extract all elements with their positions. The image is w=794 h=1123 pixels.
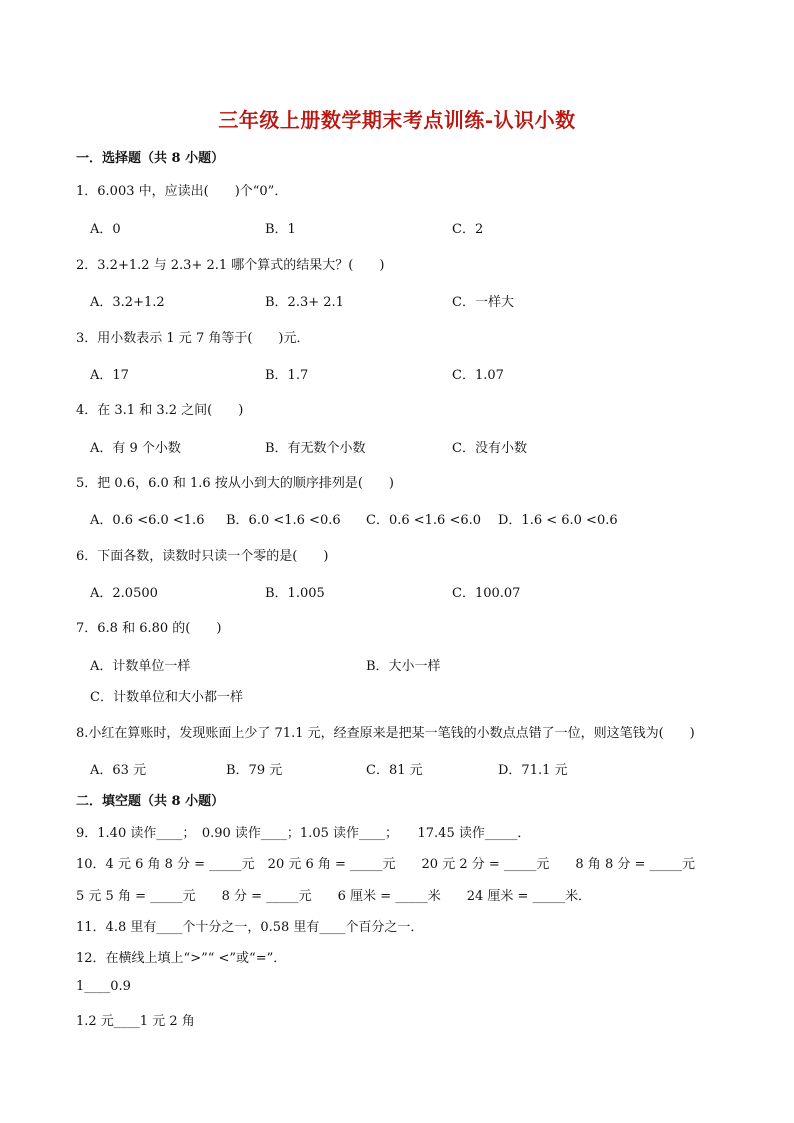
q5-option-d: D．1.6 < 6.0 <0.6 xyxy=(498,513,618,528)
question-5: 5．把 0.6，6.0 和 1.6 按从小到大的顺序排列是( ) xyxy=(76,476,394,491)
question-8: 8.小红在算账时，发现账面上少了 71.1 元，经查原来是把某一笔钱的小数点点错了一位，则这笔钱为( ) xyxy=(76,726,695,741)
q4-option-c: C．没有小数 xyxy=(452,441,527,456)
question-12-item-2: 1.2 元____1 元 2 角 xyxy=(76,1014,195,1029)
q6-option-a: A．2.0500 xyxy=(90,586,158,601)
q5-option-c: C．0.6 <1.6 <6.0 xyxy=(366,513,482,528)
section-heading-choice: 一．选择题（共 8 小题） xyxy=(76,151,225,166)
q3-option-c: C．1.07 xyxy=(452,368,504,383)
q5-option-a: A．0.6 <6.0 <1.6 xyxy=(90,513,205,528)
q1-option-a: A．0 xyxy=(90,222,121,237)
question-10-line-1: 10．4 元 6 角 8 分 = _____元 20 元 6 角 = _____元 20 元 2 分 = _____元 8 角 8 分 = _____元 xyxy=(76,857,696,872)
q7-option-c: C．计数单位和大小都一样 xyxy=(90,690,243,705)
q2-option-b: B．2.3+ 2.1 xyxy=(265,295,344,310)
page-title: 三年级上册数学期末考点训练-认识小数 xyxy=(218,108,576,132)
question-2: 2．3.2+1.2 与 2.3+ 2.1 哪个算式的结果大？( ) xyxy=(76,258,385,273)
q6-option-c: C．100.07 xyxy=(452,586,521,601)
q7-option-a: A．计数单位一样 xyxy=(90,659,191,674)
question-12-item-1: 1____0.9 xyxy=(76,979,131,994)
q2-option-a: A．3.2+1.2 xyxy=(90,295,165,310)
question-3: 3．用小数表示 1 元 7 角等于( )元． xyxy=(76,331,310,346)
q3-option-b: B．1.7 xyxy=(265,368,309,383)
question-12: 12．在横线上填上“>”“ <”或“=”． xyxy=(76,951,287,966)
question-7: 7．6.8 和 6.80 的( ) xyxy=(76,621,222,636)
q8-option-b: B．79 元 xyxy=(226,763,283,778)
q4-option-b: B．有无数个小数 xyxy=(265,441,366,456)
q2-option-c: C．一样大 xyxy=(452,295,514,310)
q3-option-a: A．17 xyxy=(90,368,129,383)
q8-option-c: C．81 元 xyxy=(366,763,423,778)
question-9: 9．1.40 读作____； 0.90 读作____；1.05 读作____； 17.45 读作_____． xyxy=(76,826,531,841)
q1-option-b: B．1 xyxy=(265,222,296,237)
q5-option-b: B．6.0 <1.6 <0.6 xyxy=(226,513,341,528)
question-6: 6．下面各数，读数时只读一个零的是( ) xyxy=(76,549,329,564)
q6-option-b: B．1.005 xyxy=(265,586,325,601)
q8-option-a: A．63 元 xyxy=(90,763,147,778)
question-11: 11．4.8 里有____个十分之一，0.58 里有____个百分之一． xyxy=(76,920,424,935)
question-4: 4．在 3.1 和 3.2 之间( ) xyxy=(76,403,244,418)
q7-option-b: B．大小一样 xyxy=(366,659,441,674)
q1-option-c: C．2 xyxy=(452,222,484,237)
question-1: 1．6.003 中，应读出( )个“0”． xyxy=(76,184,288,199)
q8-option-d: D．71.1 元 xyxy=(498,763,568,778)
question-10-line-2: 5 元 5 角 = _____元 8 分 = _____元 6 厘米 = _____米 24 厘米 = _____米． xyxy=(76,889,592,904)
section-heading-fill: 二．填空题（共 8 小题） xyxy=(76,794,225,809)
q4-option-a: A．有 9 个小数 xyxy=(90,441,181,456)
